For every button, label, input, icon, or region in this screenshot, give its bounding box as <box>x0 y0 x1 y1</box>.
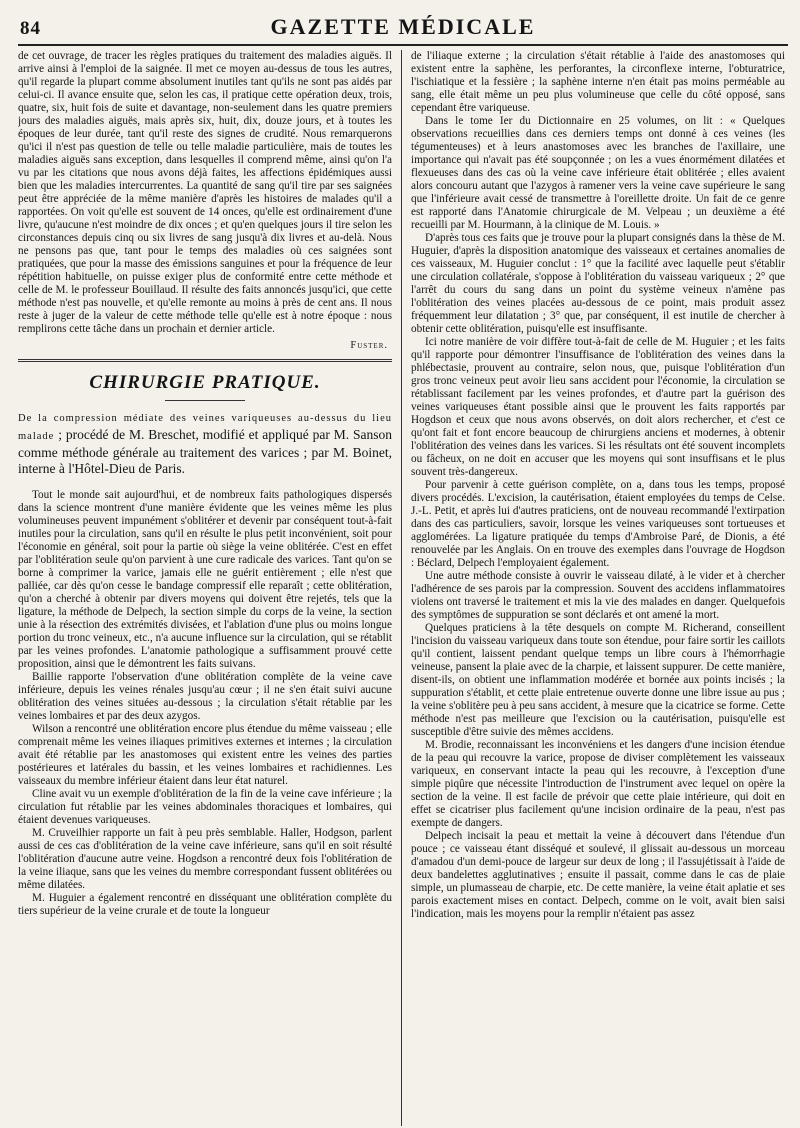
paragraph: de l'iliaque externe ; la circulation s'était rétablie à l'aide des anastomoses qui existent entre la saphène, les perforantes, la circonflexe interne, l'obturatrice, l'ischiatique et la fessière ; la saphène interne n'en était pas moins perméable au sang, elle était même un peu plus volumineuse que celle du côté opposé, sans cependant être variqueuse. <box>411 50 785 114</box>
article-title-rest: ; procédé de M. Breschet, modifié et appliqué par M. Sanson comme méthode générale au traitement des varices ; par M. Boinet, interne à l'Hôtel-Dieu de Paris. <box>18 427 392 476</box>
page-number: 84 <box>20 18 41 39</box>
paragraph: Wilson a rencontré une oblitération encore plus étendue du même vaisseau ; elle comprenait même les veines iliaques primitives externes et internes ; la circulation avait été rétablie par les anastomoses qui existent entre les veines des parties postérieures et latérales du bassin, et les veines lombaires et rachidiennes. Les vaisseaux du membre inférieur étaient dans leur état naturel. <box>18 723 392 787</box>
paragraph: Baillie rapporte l'observation d'une oblitération complète de la veine cave inférieure, depuis les veines rénales jusqu'au cœur ; il ne s'en était suivi aucune oblitération des veines situées au-dessous ; la circulation s'était rétablie par les veines lombaires et par des deux azygos. <box>18 671 392 722</box>
paragraph: de cet ouvrage, de tracer les règles pratiques du traitement des maladies aiguës. Il arrive ainsi à l'emploi de la saignée. Il met ce moyen au-dessus de tous les autres, qu'il regarde la plupart comme absolument inutiles tant qu'ils ne sont pas aidés par celui-ci. Il avance ensuite que, selon les cas, il pratique cette opération deux, trois, quatre, six, huit fois de suite et davantage, non-seulement dans les quatre premiers jours des maladies aiguës, mais après six, huit, dix, douze jours, et à toutes les époques de leur durée, tant qu'il reste des signes de crudité. Nous remarquerons qu'ici il n'est pas question de telle ou telle maladie particulière, mais de toutes les maladies aiguës sans exception, dans lesquelles il comprend même, ainsi qu'on l'a vu par les citations que nous avons déjà faites, les affections épidémiques aussi bien que les maladies intercurrentes. La quantité de sang qu'il tire par ses saignées peut être appréciée de la même manière d'après les histoires de malades qu'il a rapportées. On voit qu'elle est souvent de 14 onces, qu'elle est ordinairement d'une livre, qu'aucune n'est moindre de dix onces ; et qu'en quelques jours il tire selon les circonstances depuis cinq ou six livres de sang jusqu'à dix livres et au-delà. Nous ne pensons pas que, tant pour le temps des maladies où ces saignées sont pratiquées, que pour la masse des émissions sanguines et pour la fréquence de leur répétition habituelle, on puisse exiger plus de conformité entre cette méthode et celle de M. le professeur Bouillaud. Il résulte des faits annoncés jusqu'ici, que cette méthode n'est pas nouvelle, et qu'elle remonte au moins à près de cent ans. Il nous reste à juger de la valeur de cette méthode telle qu'elle est à notre époque : nous remplirons cette tâche dans un prochain et dernier article. <box>18 50 392 335</box>
journal-title: GAZETTE MÉDICALE <box>270 14 536 39</box>
right-column <box>403 50 785 1126</box>
section-divider <box>18 359 392 362</box>
title-rule <box>165 400 245 401</box>
paragraph: Pour parvenir à cette guérison complète, on a, dans tous les temps, proposé divers procédés. L'excision, la cautérisation, étaient employées du temps de Celse. J.-L. Petit, et après lui d'autres praticiens, ont de nouveau recommandé l'extirpation dans des cas particuliers, savoir, lorsque les veines variqueuses sont tortueuses et agglomérées. La ligature pratiquée du temps d'Ambroise Paré, de Dionis, a été renouvelée par les Anglais. On en trouve des exemples dans l'ouvrage de Hogdson : Béclard, Delpech l'employaient également. <box>411 479 785 569</box>
page-header <box>18 0 788 46</box>
article-title-lead: De la compression médiate des veines variqueuses au-dessus du lieu malade <box>18 413 392 442</box>
author-signature: Fuster. <box>350 340 388 351</box>
paragraph: Dans le tome Ier du Dictionnaire en 25 volumes, on lit : « Quelques observations recueillies dans ces derniers temps ont donné à ces veines (les tégumenteuses) et à leurs anastomoses avec les branches de l'axillaire, une importance qui n'avait pas été soupçonnée ; on les a vues énormément dilatées et flexueuses dans des cas où la veine cave inférieure était oblitérée ; elles avaient alors concouru autant que l'azygos à ramener vers la veine cave supérieure le sang que l'inférieure avait cessé de transmettre à l'oreillette droite. Un fait de ce genre est rapporté dans l'Anatomie chirurgicale de M. Velpeau ; un deuxième a été recueilli par M. Hourmann, à la clinique de M. Louis. » <box>411 115 785 231</box>
column-divider <box>401 50 402 1126</box>
paragraph: D'après tous ces faits que je trouve pour la plupart consignés dans la thèse de M. Huguier, d'après la disposition anatomique des vaisseaux et certaines anomalies de ces vaisseaux, M. Huguier conclut : 1° que la facilité avec laquelle peut s'établir une circulation collatérale, s'oppose à l'oblitération du vaisseau variqueux ; 2° que l'arrêt du cours du sang dans un point du système veineux n'amène pas l'oblitération des veines placées au-dessous de ce point, mais produit assez fréquemment leur dilatation ; 3° que, par conséquent, il est inutile de chercher à obtenir cette oblitération, puisqu'elle est insuffisante. <box>411 232 785 335</box>
paragraph: Ici notre manière de voir diffère tout-à-fait de celle de M. Huguier ; et les faits qu'il rapporte pour démontrer l'insuffisance de l'oblitération des veines dans la phlébectasie, prouvent au contraire, selon nous, que, puisque l'oblitération d'un gros tronc veineux peut avoir lieu sans accident pour l'économie, la circulation se rétablissant facilement par les veines profondes, et d'autre part la guérison des veines variqueuses étant possible ainsi que le prouvent les faits rapportés par Hogdson et ceux que nous avons observés, on doit alors rechercher, et c'est ce qu'ont fait et font encore beaucoup de chirurgiens anciens et modernes, à obtenir l'oblitération des veines dans les varices. Si les résultats ont été souvent incomplets ou fâcheux, on ne doit en accuser que les moyens qui sont insuffisans et le plus souvent très-dangereux. <box>411 336 785 478</box>
paragraph: M. Brodie, reconnaissant les inconvéniens et les dangers d'une incision étendue de la peau qui recouvre la varice, propose de diviser complètement les vaisseaux variqueux, en conservant intacte la peau qui les recouvre, à l'exception d'une simple piqûre que nécessite l'introduction de l'instrument avec lequel on opère la section de la veine. Il est facile de prévoir que cette plaie intérieure, qui doit en effet se cicatriser plus facilement qu'une incision ordinaire de la peau, n'est pas exempte de dangers. <box>411 739 785 829</box>
paragraph: Cline avait vu un exemple d'oblitération de la fin de la veine cave inférieure ; la circulation fut rétablie par les veines abdominales thoraciques et lombaires, qui étaient devenues variqueuses. <box>18 788 392 826</box>
paragraph: Une autre méthode consiste à ouvrir le vaisseau dilaté, à le vider et à chercher l'adhérence de ses parois par la compression. Souvent des accidens inflammatoires violens ont traversé le traitement et mis la vie des malades en danger. Quelquefois des symptômes de suppuration se sont déclarés et ont amené la mort. <box>411 570 785 621</box>
paragraph: Delpech incisait la peau et mettait la veine à découvert dans l'étendue d'un pouce ; ce vaisseau étant disséqué et soulevé, il glissait au-dessous un morceau d'amadou d'un demi-pouce de largeur sur deux de long ; il l'assujétissait à l'aide de deux bandelettes agglutinatives ; ensuite il passait, comme dans le cas de plaie simple, un plumasseau de charpie, etc. De cette manière, la veine était aplatie et ses parois exactement mises en contact. Delpech, comme on le voit, avait bien saisi l'indication, mais les moyens pour la remplir n'étaient pas assez <box>411 830 785 920</box>
section-title: CHIRURGIE PRATIQUE. <box>89 372 321 393</box>
paragraph: M. Huguier a également rencontré en disséquant une oblitération complète du tiers supérieur de la veine crurale et de toute la longueur <box>18 892 392 917</box>
paragraph: M. Cruveilhier rapporte un fait à peu près semblable. Haller, Hodgson, parlent aussi de ces cas d'oblitération de la veine cave inférieure, sans qu'il en soit résulté l'oblitération d'aucune autre veine. Hogdson a rencontré deux fois l'oblitération de la veine iliaque, sans que les veines du membre correspondant fussent oblitérées ou même dilatées. <box>18 827 392 891</box>
paragraph: Quelques praticiens à la tête desquels on compte M. Richerand, conseillent l'incision du vaisseau variqueux dans toute son étendue, pour faire sortir les caillots qu'il contient, laissent pendant quelque temps un libre cours à l'hémorrhagie veineuse, pansent la plaie avec de la charpie, et laissent suppurer. De cette manière, disent-ils, on obtient une inflammation modérée et bornée aux points incisés ; la suppuration s'établit, et cette plaie entretenue ouverte donne une libre issue au pus ; la veine s'oblitère peu à peu sans accident, à mesure que la cicatrice se forme. Cette méthode n'est pas meilleure que l'excision ou la cautérisation, puisqu'elle est susceptible d'être suivie des mêmes accidens. <box>411 622 785 738</box>
paragraph: Tout le monde sait aujourd'hui, et de nombreux faits pathologiques dispersés dans la science montrent d'une manière évidente que les veines même les plus volumineuses peuvent impunément s'oblitérer et devenir par conséquent tout-à-fait inutiles pour la circulation, sans qu'il en résulte le plus petit inconvénient, soit pour l'économie en général, soit pour la partie où siège la veine oblitérée. C'est en effet par l'oblitération seule qu'on parvient à une cure radicale des varices. Tant qu'on se borne à comprimer la varice, jamais elle ne guérit entièrement ; elle n'est que palliée, car dès qu'on cesse le bandage compressif elle reparaît ; cette oblitération, qu'on a cherché à obtenir par divers moyens qui doivent être rejetés, tels que la ligature, la méthode de Delpech, la section simple du corps de la veine, la section unie à la résection des extrémités divisées, et l'ablation d'une plus ou moins longue portion du tronc veineux, etc., n'a aucune influence sur la circulation, qui se rétablit par les veines profondes. L'anatomie pathologique a suffisamment prouvé cette proposition, ainsi que le démontrent les faits suivans. <box>18 489 392 670</box>
left-column <box>18 50 400 1126</box>
article-title <box>18 409 392 477</box>
columns <box>18 50 788 1126</box>
